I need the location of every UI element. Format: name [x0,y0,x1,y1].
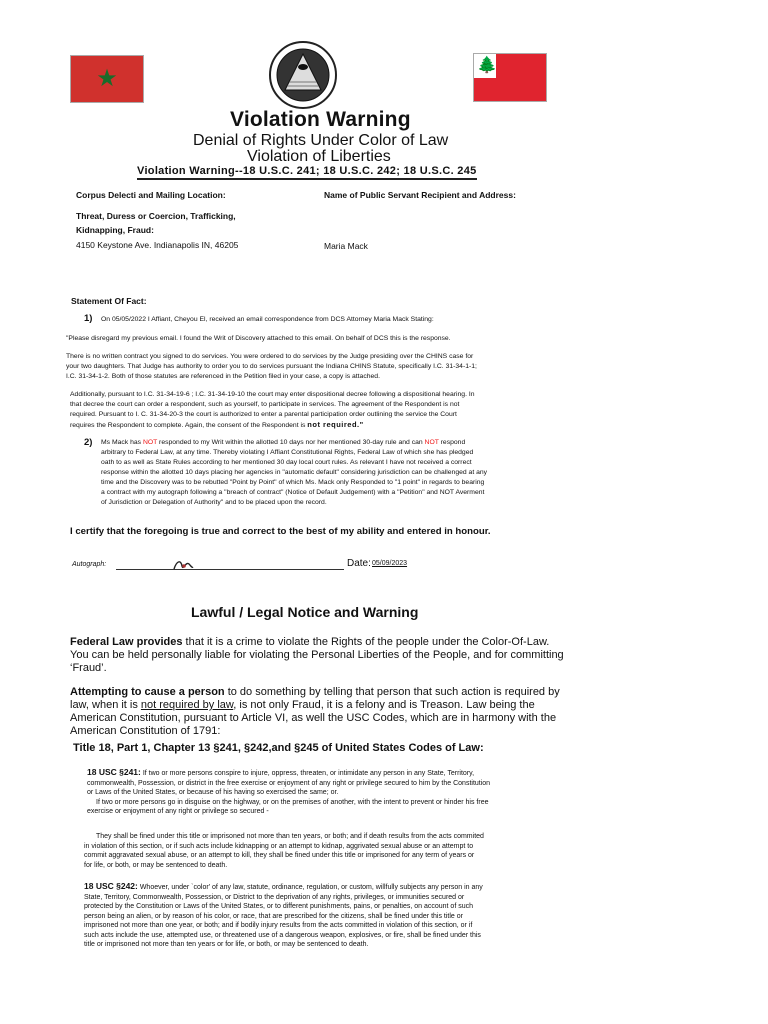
quote-line-2: There is no written contract you signed to do services. You were ordered to do services by the Judge presiding over the CHINS case for [66,353,474,360]
usc-241-text-1: If two or more persons conspire to injure, oppress, threaten, or intimidate any person in any State, Territory, [140,770,475,777]
attempting-text-2b: , is not only Fraud, it is a felony and is Treason. Law being the [233,699,535,711]
recipient-name: Maria Mack [324,241,368,251]
usc-242-line-1 [84,882,483,893]
attempting-text-2a: law, when it is [70,699,141,711]
additionally-line-4-text: requires the Respondent to complete. Again, the consent of the Respondent is [70,422,306,429]
usc-241-line-3: or Laws of the United States, or because of his having so exercised the same; or. [87,789,339,796]
not-emphasis-2: NOT [424,439,439,446]
federal-law-line-2: You can be held personally liable for violating the Personal Liberties of the People, and for committing [70,649,564,661]
statement-1-text: On 05/05/2022 I Affiant, Cheyou El, received an email correspondence from DCS Attorney Maria Mack Stating: [101,316,434,323]
usc-241-line-5: exercise or enjoyment of any right or privilege so secured - [87,808,269,815]
additionally-line-1: Additionally, pursuant to I.C. 31-34-19-6 ; I.C. 31-34-19-10 the court may enter dispositional decree following a dispositional hearing. In [70,391,475,398]
additionally-line-2: that decree the court can order a respondent, such as yourself, to participate in services. The agreement of the Respondent is not [70,401,460,408]
usc-241-line-2: commonwealth, Possession, or district in the free exercise or enjoyment of any right or privilege secured to him by the Constitution [87,780,491,787]
moroccan-flag-image [70,55,144,103]
additionally-line-3: required. Pursuant to I. C. 31-34-20-3 the court is authorized to enter a parental participation order outlining the service the Court [70,411,457,418]
statement-2-part-a: Ms Mack has [101,439,143,446]
statement-2-line-1 [101,438,465,448]
statement-2-line-2: arbitrary to Federal Law, at any time. Thereby violating I Affiant Constitutional Rights, Federal Law of which she has pledged [101,449,474,456]
additionally-line-4 [70,420,364,431]
not-emphasis-1: NOT [142,439,158,446]
notice-heading: Lawful / Legal Notice and Warning [191,604,419,620]
item-number-1: 1) [84,313,93,324]
usc-242-line-5: imprisoned not more than one year, or both; and if bodily injury results from the acts committed in violation of this section, or if [84,922,473,929]
federal-law-bold: Federal Law provides [70,636,183,648]
attempting-bold: Attempting to cause a person [70,686,225,698]
autograph-label: Autograph: [72,561,107,568]
quote-line-4: I.C. 31-34-1-2. Both of those statutes are referenced in the Petition filed in your case, a copy is attached. [66,373,380,380]
attempting-line-3: American Constitution, pursuant to Article VI, as well the USC Codes, which are in harmony with the [70,712,557,724]
attempting-text-1: to do something by telling that person that such action is required by [224,686,560,698]
signature-line [116,569,344,570]
star-icon: ★ [96,65,118,92]
mailing-address: 4150 Keystone Ave. Indianapolis IN, 46205 [76,240,239,250]
usc-242-text-1: Whoever, under `color' of any law, statute, ordinance, regulation, or custom, willfully subjects any person in any [137,884,483,891]
statement-2-line-3: oath to as well as State Rules according to her mentioned 30 day local court rules. As relevant I have not received a correct [101,459,472,466]
usc-242-line-3: protected by the Constitution or Laws of the United States, or to different punishments, pains, or penalties, on account of such [84,903,473,910]
seal-emblem-image [263,40,343,110]
recipient-label: Name of Public Servant Recipient and Address: [324,190,516,200]
attempting-line-1 [70,686,560,699]
attempting-line-2 [70,699,535,712]
signature-scribble-image [172,557,194,573]
statement-2-line-5: time and the Discovery was to be rebutted "Point by Point" of which Ms. Mack only Responded to "1 point" in regards to bearing [101,479,485,486]
usc-241-fine-line-3: commit aggravated sexual abuse, or an attempt to kill, they shall be fined under this title or imprisoned for any term of years or [84,852,475,859]
quote-line-3: your two daughters. That Judge has authority to order you to do services pursuant the Indiana CHINS Statute, specifically I.C. 31-34-1-1; [66,363,477,370]
statement-2-part-b: responded to my Writ within the allotted 10 days nor her mentioned 30-day rule and can [157,439,425,446]
usc-241-line-4: If two or more persons go in disguise on the highway, or on the premises of another, with the intent to prevent or hinder his free [96,799,489,806]
item-number-2: 2) [84,437,93,448]
federal-law-line-1 [70,636,549,649]
not-required-emphasis: not required." [307,420,364,429]
usc-241-label: 18 USC §241: [87,767,141,777]
pine-tree-icon: 🌲 [477,57,497,74]
not-required-underlined: not required by law [140,699,234,711]
attempting-line-4: American Constitution of 1791: [70,725,221,737]
usc-241-line-1 [87,768,474,779]
statement-heading: Statement Of Fact: [71,296,147,306]
federal-law-text-1: that it is a crime to violate the Rights of the people under the Color-Of-Law. [182,636,550,648]
usc-242-line-2: State, Territory, Commonwealth, Possession, or District to the deprivation of any rights, privileges, or immunities secured or [84,894,465,901]
statement-2-line-4: response within the allotted 10 days placing her agencies in "automatic default" considering jurisdiction can be challenged at any [101,469,488,476]
document-title: Violation Warning [230,108,411,131]
document-subtitle: Denial of Rights Under Color of Law [193,132,449,149]
statement-2-line-6: a contract with my autograph following a "breach of contract" (Notice of Default Judgement) with a "Petition" and NOT Averment [101,489,485,496]
document-subtitle-2: Violation of Liberties [247,148,391,165]
date-label: Date: [347,558,371,569]
date-value: 05/09/2023 [372,560,408,567]
certify-statement: I certify that the foregoing is true and correct to the best of my ability and entered in honour. [70,526,491,537]
title-18-heading: Title 18, Part 1, Chapter 13 §241, §242,and §245 of United States Codes of Law: [73,742,484,754]
threat-line-1: Threat, Duress or Coercion, Trafficking, [76,211,236,221]
statement-2-line-7: of Jurisdiction or Delegation of Authority" and to be placed upon the record. [101,499,327,506]
usc-241-fine-line-2: in violation of this section, or if such acts include kidnapping or an attempt to kidnap, aggrivated sexual abuse or an attempt to [84,843,474,850]
quote-line-1: "Please disregard my previous email. I found the Writ of Discovery attached to this email. On behalf of DCS this is the response. [66,335,451,342]
usc-242-line-7: title or imprisoned not more than ten years or for life, or both, or may be sentenced to death. [84,941,369,948]
federal-law-line-3: ‘Fraud’. [70,662,107,674]
pine-tree-flag-image [473,53,547,102]
corpus-label: Corpus Delecti and Mailing Location: [76,190,226,200]
threat-line-2: Kidnapping, Fraud: [76,225,154,235]
usc-242-line-4: person being an alien, or by reason of his color, or race, that are prescribed for the citizens, shall be fined under this title or [84,913,463,920]
usc-241-fine-line-1: They shall be fined under this title or imprisoned not more than ten years, or both; and if death results from the acts commited [96,833,484,840]
statement-2-part-c: respond [438,439,466,446]
usc-241-fine-line-4: for life, or both, or may be sentenced to death. [84,862,228,869]
usc-242-line-6: such acts include the use, attempted use, or threatened use of a dangerous weapon, explosives, or fire, shall be fined under this [84,932,481,939]
usc-242-label: 18 USC §242: [84,881,138,891]
usc-reference-line: Violation Warning--18 U.S.C. 241; 18 U.S.C. 242; 18 U.S.C. 245 [137,165,477,180]
